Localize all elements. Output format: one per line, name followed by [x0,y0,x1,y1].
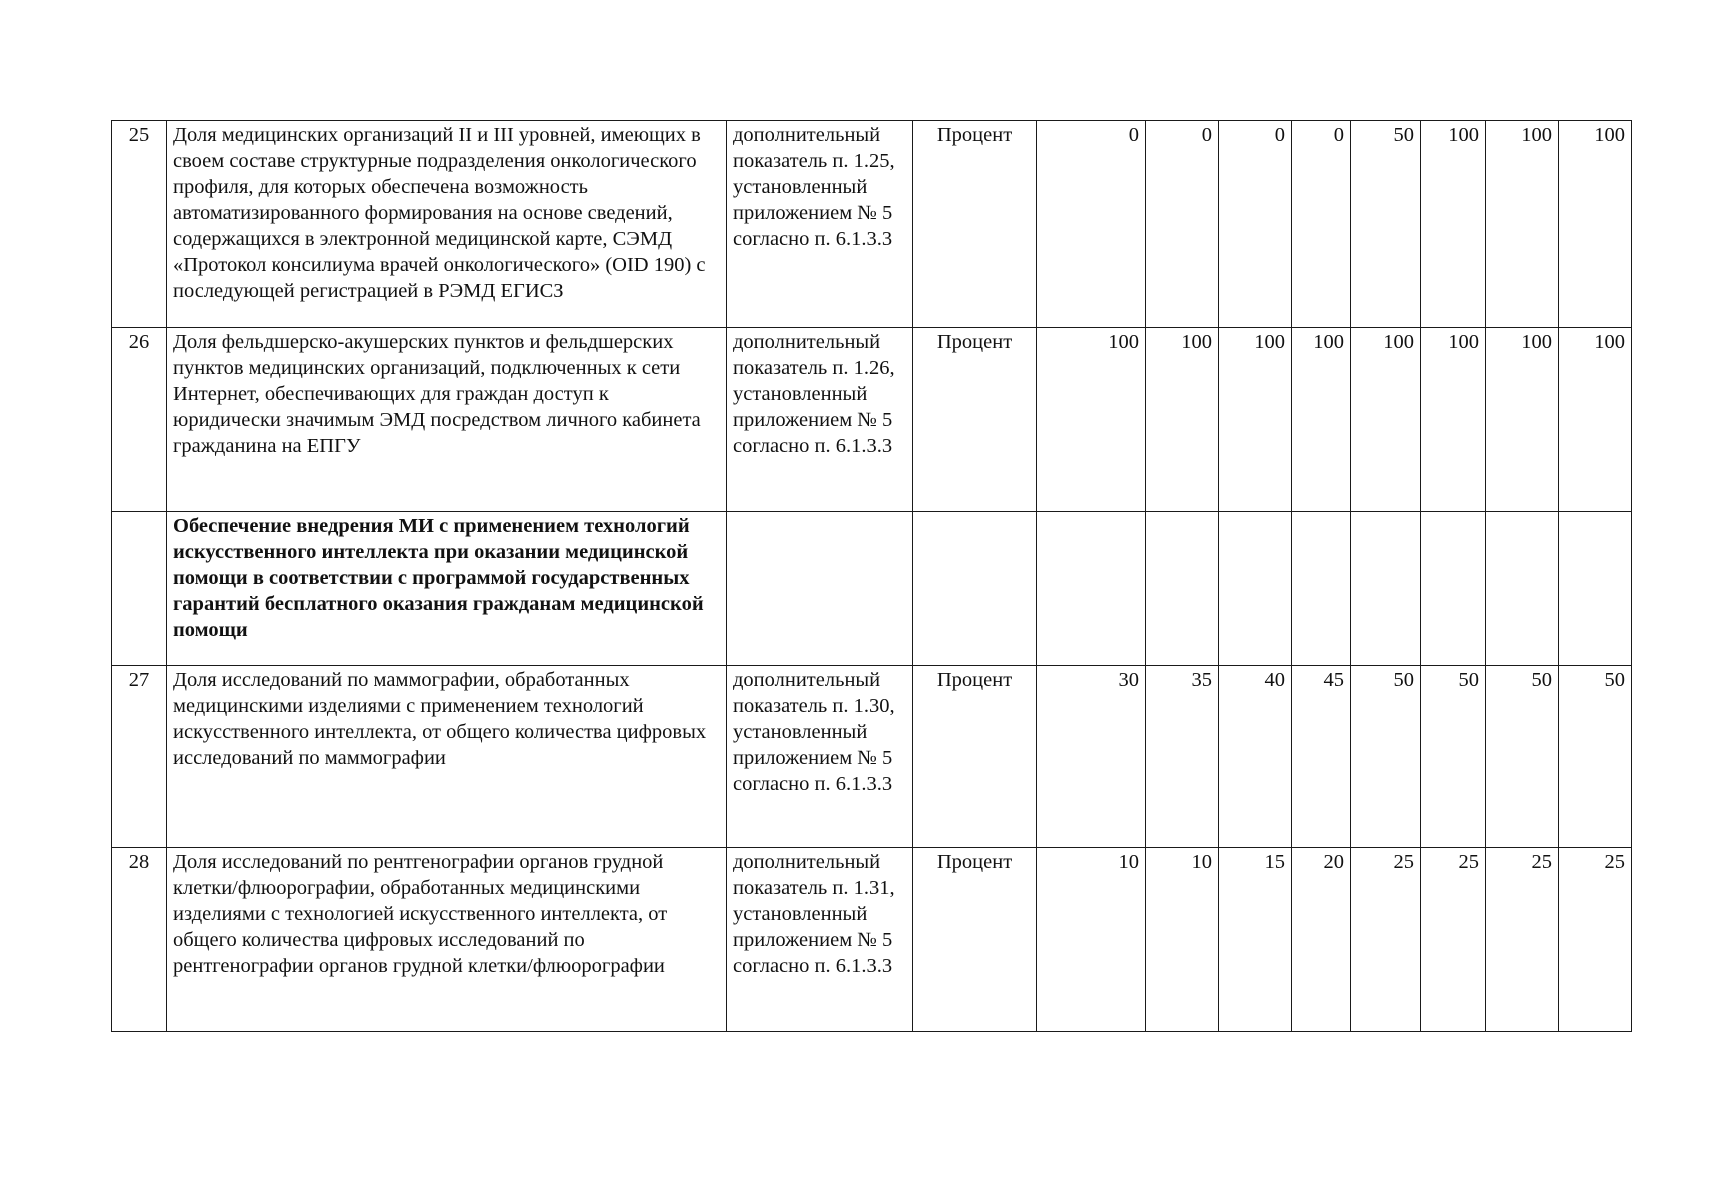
row-number-empty [112,512,167,666]
row-number: 26 [112,328,167,512]
value-cell: 45 [1292,666,1351,848]
value-cell: 50 [1351,121,1421,328]
value-cell: 50 [1486,666,1559,848]
table-row [112,121,1632,328]
value-cell: 0 [1037,121,1146,328]
empty-cell [1146,512,1219,666]
indicator-name: Доля медицинских организаций II и III уровней, имеющих в своем составе структурные подразделения онкологического профиля, для которых обеспечена возможность автоматизированного формирования на основе сведений, содержащихся в электронной медицинской карте, СЭМД «Протокол консилиума врачей онкологического» (OID 190) с последующей регистрацией в РЭМД ЕГИСЗ [167,121,727,328]
indicator-source: дополнительный показатель п. 1.30, установленный приложением № 5 согласно п. 6.1.3.3 [727,666,913,848]
value-cell: 25 [1486,848,1559,1032]
section-title: Обеспечение внедрения МИ с применением технологий искусственного интеллекта при оказании медицинской помощи в соответствии с программой государственных гарантий бесплатного оказания гражданам медицинской помощи [167,512,727,666]
value-cell: 100 [1486,121,1559,328]
empty-cell [1559,512,1632,666]
value-cell: 15 [1219,848,1292,1032]
value-cell: 100 [1559,121,1632,328]
indicator-name: Доля исследований по маммографии, обработанных медицинскими изделиями с применением технологий искусственного интеллекта, от общего количества цифровых исследований по маммографии [167,666,727,848]
indicator-unit: Процент [913,848,1037,1032]
value-cell: 100 [1559,328,1632,512]
empty-cell [1351,512,1421,666]
row-number: 28 [112,848,167,1032]
section-row [112,512,1632,666]
empty-cell [1292,512,1351,666]
value-cell: 25 [1421,848,1486,1032]
row-number: 27 [112,666,167,848]
value-cell: 50 [1421,666,1486,848]
table-row [112,328,1632,512]
empty-cell [727,512,913,666]
value-cell: 0 [1219,121,1292,328]
row-number: 25 [112,121,167,328]
empty-cell [1421,512,1486,666]
value-cell: 10 [1146,848,1219,1032]
value-cell: 50 [1559,666,1632,848]
indicator-unit: Процент [913,328,1037,512]
indicator-source: дополнительный показатель п. 1.25, установленный приложением № 5 согласно п. 6.1.3.3 [727,121,913,328]
indicator-unit: Процент [913,121,1037,328]
value-cell: 100 [1146,328,1219,512]
value-cell: 40 [1219,666,1292,848]
table-row [112,666,1632,848]
value-cell: 20 [1292,848,1351,1032]
value-cell: 50 [1351,666,1421,848]
indicator-unit: Процент [913,666,1037,848]
empty-cell [1037,512,1146,666]
value-cell: 100 [1421,328,1486,512]
value-cell: 100 [1351,328,1421,512]
indicator-source: дополнительный показатель п. 1.26, установленный приложением № 5 согласно п. 6.1.3.3 [727,328,913,512]
empty-cell [1486,512,1559,666]
value-cell: 100 [1037,328,1146,512]
value-cell: 25 [1351,848,1421,1032]
empty-cell [1219,512,1292,666]
value-cell: 100 [1486,328,1559,512]
value-cell: 10 [1037,848,1146,1032]
indicator-name: Доля фельдшерско-акушерских пунктов и фельдшерских пунктов медицинских организаций, подключенных к сети Интернет, обеспечивающих для граждан доступ к юридически значимым ЭМД посредством личного кабинета гражданина на ЕПГУ [167,328,727,512]
empty-cell [913,512,1037,666]
value-cell: 0 [1146,121,1219,328]
value-cell: 0 [1292,121,1351,328]
value-cell: 100 [1421,121,1486,328]
value-cell: 35 [1146,666,1219,848]
indicators-table [111,120,1632,1032]
value-cell: 100 [1219,328,1292,512]
indicator-source: дополнительный показатель п. 1.31, установленный приложением № 5 согласно п. 6.1.3.3 [727,848,913,1032]
value-cell: 25 [1559,848,1632,1032]
value-cell: 100 [1292,328,1351,512]
indicator-name: Доля исследований по рентгенографии органов грудной клетки/флюорографии, обработанных медицинскими изделиями с технологией искусственного интеллекта, от общего количества цифровых исследований по рентгенографии органов грудной клетки/флюорографии [167,848,727,1032]
table-row [112,848,1632,1032]
value-cell: 30 [1037,666,1146,848]
